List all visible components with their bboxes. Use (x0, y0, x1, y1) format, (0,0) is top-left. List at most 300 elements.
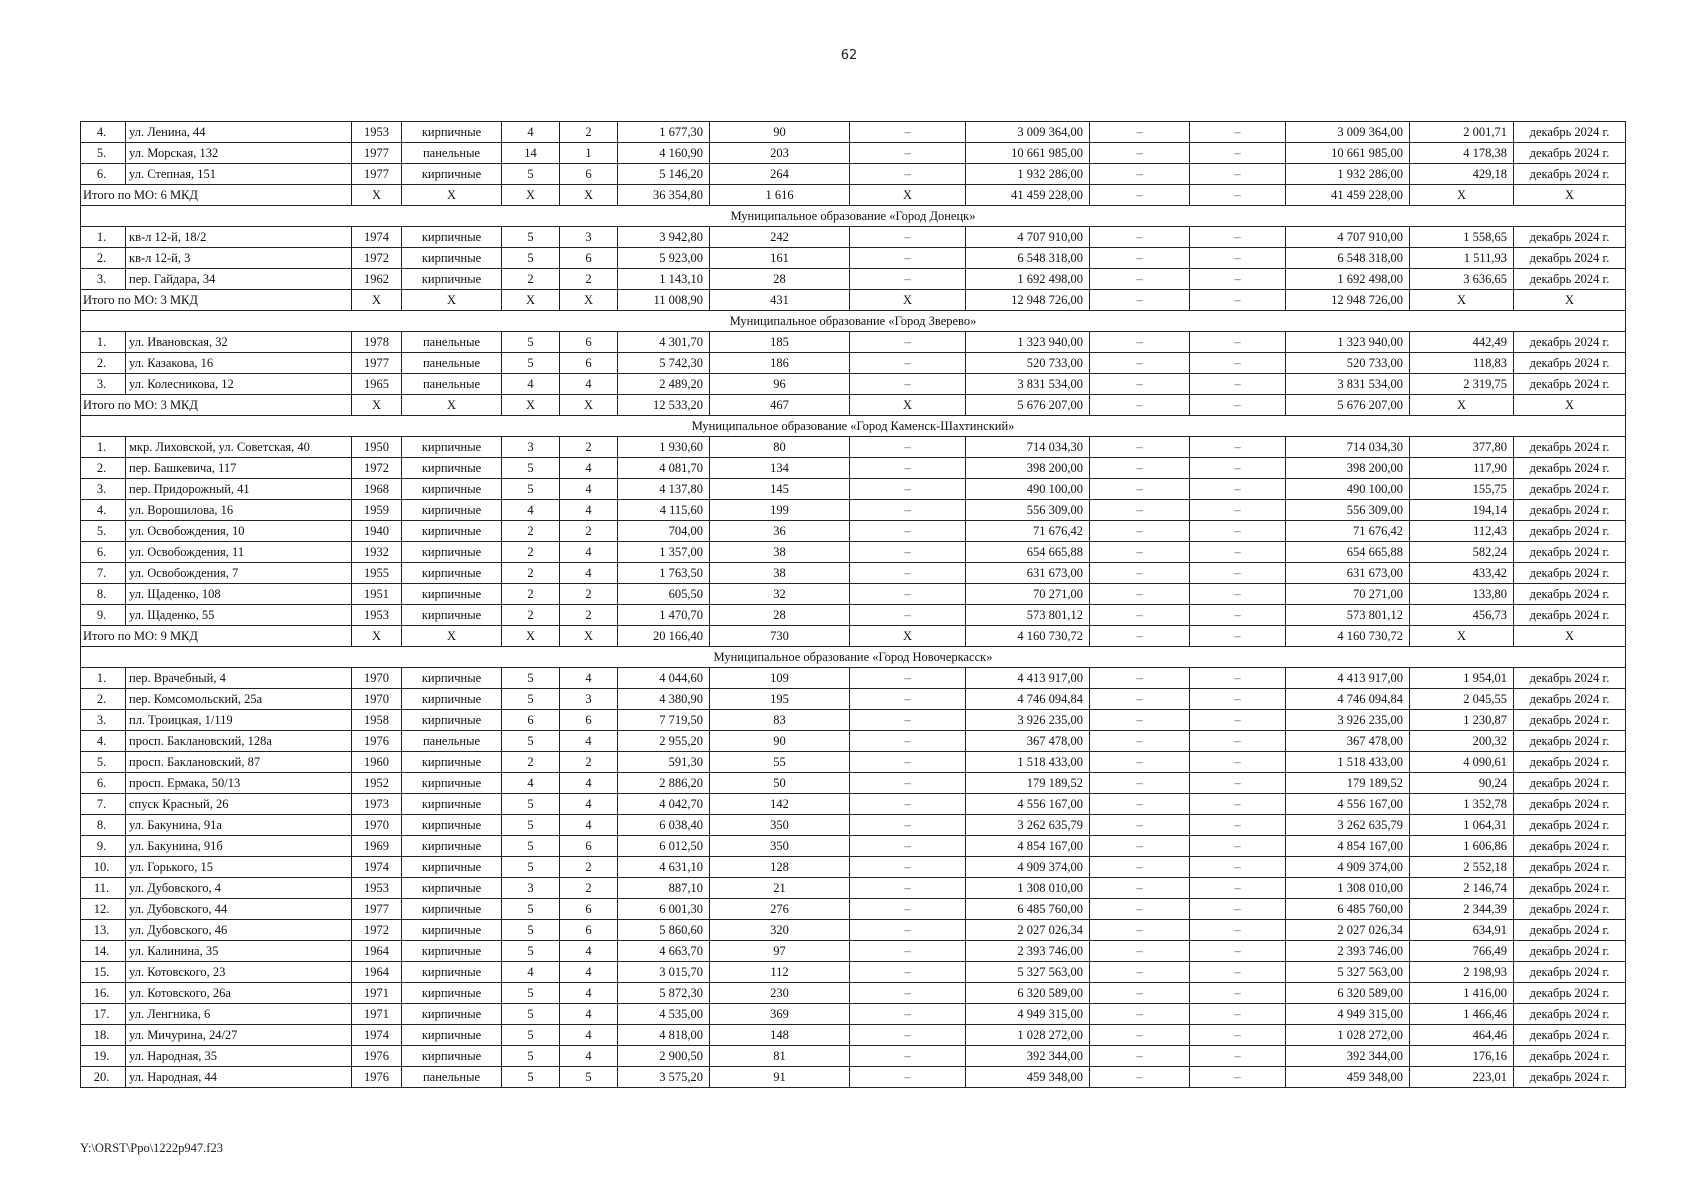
table-cell: 490 100,00 (1286, 479, 1410, 500)
table-cell: – (850, 1004, 966, 1025)
table-cell: 1 308 010,00 (966, 878, 1090, 899)
table-cell: 1972 (352, 920, 402, 941)
table-cell: 4 (560, 983, 618, 1004)
total-label: Итого по МО: 9 МКД (81, 626, 352, 647)
table-cell: – (850, 353, 966, 374)
total-cell: Х (402, 626, 502, 647)
total-cell: – (1090, 626, 1190, 647)
table-cell: 429,18 (1410, 164, 1514, 185)
table-cell: – (1090, 500, 1190, 521)
table-cell: – (850, 794, 966, 815)
table-cell: 4 535,00 (618, 1004, 710, 1025)
table-cell: 1976 (352, 731, 402, 752)
table-cell: 2 (502, 269, 560, 290)
table-cell: 2 027 026,34 (1286, 920, 1410, 941)
table-cell: – (1190, 143, 1286, 164)
table-cell: – (850, 437, 966, 458)
table-cell: ул. Ленгника, 6 (126, 1004, 352, 1025)
table-row (81, 689, 1626, 710)
table-cell: 5 (502, 920, 560, 941)
table-cell: 2 (560, 521, 618, 542)
table-cell: – (1090, 857, 1190, 878)
table-cell: – (850, 983, 966, 1004)
table-cell: 2 (502, 521, 560, 542)
total-cell: 4 160 730,72 (1286, 626, 1410, 647)
table-cell: панельные (402, 731, 502, 752)
table-cell: 2 (502, 542, 560, 563)
table-cell: – (1190, 752, 1286, 773)
table-cell: 185 (710, 332, 850, 353)
table-cell: декабрь 2024 г. (1514, 437, 1626, 458)
table-cell: 6 (560, 836, 618, 857)
table-cell: – (850, 836, 966, 857)
table-cell: 3 009 364,00 (966, 122, 1090, 143)
table-cell: кирпичные (402, 668, 502, 689)
municipality-total-row (81, 395, 1626, 416)
table-row (81, 857, 1626, 878)
table-cell: 10 661 985,00 (1286, 143, 1410, 164)
table-cell: 3 (502, 437, 560, 458)
table-cell: 1973 (352, 794, 402, 815)
table-cell: 3 926 235,00 (966, 710, 1090, 731)
table-cell: 2 393 746,00 (966, 941, 1090, 962)
table-cell: – (1190, 815, 1286, 836)
table-cell: 19. (81, 1046, 126, 1067)
table-cell: 70 271,00 (966, 584, 1090, 605)
table-cell: 714 034,30 (966, 437, 1090, 458)
table-cell: 459 348,00 (966, 1067, 1090, 1088)
table-cell: 490 100,00 (966, 479, 1090, 500)
table-cell: 4 380,90 (618, 689, 710, 710)
table-cell: 4 746 094,84 (1286, 689, 1410, 710)
table-cell: 1972 (352, 458, 402, 479)
table-cell: кирпичные (402, 563, 502, 584)
table-cell: 369 (710, 1004, 850, 1025)
table-cell: 556 309,00 (966, 500, 1090, 521)
total-cell: Х (1514, 290, 1626, 311)
table-cell: 1964 (352, 941, 402, 962)
table-cell: – (1090, 710, 1190, 731)
table-cell: панельные (402, 374, 502, 395)
table-cell: кирпичные (402, 689, 502, 710)
table-cell: 887,10 (618, 878, 710, 899)
page-number: 62 (840, 48, 858, 63)
table-cell: 134 (710, 458, 850, 479)
table-cell: 398 200,00 (1286, 458, 1410, 479)
table-cell: 50 (710, 773, 850, 794)
table-cell: 5 923,00 (618, 248, 710, 269)
total-cell: Х (560, 185, 618, 206)
table-cell: кирпичные (402, 584, 502, 605)
table-cell: 2 955,20 (618, 731, 710, 752)
table-cell: 5 (502, 836, 560, 857)
table-cell: кирпичные (402, 521, 502, 542)
table-cell: 6 (560, 920, 618, 941)
total-label: Итого по МО: 3 МКД (81, 290, 352, 311)
table-cell: 1 692 498,00 (966, 269, 1090, 290)
table-cell: 1. (81, 668, 126, 689)
table-cell: кирпичные (402, 1025, 502, 1046)
table-cell: 631 673,00 (966, 563, 1090, 584)
table-cell: 1. (81, 227, 126, 248)
table-cell: декабрь 2024 г. (1514, 458, 1626, 479)
table-cell: просп. Баклановский, 87 (126, 752, 352, 773)
table-cell: 1 064,31 (1410, 815, 1514, 836)
table-cell: 3. (81, 479, 126, 500)
table-cell: кирпичные (402, 815, 502, 836)
table-cell: пер. Комсомольский, 25а (126, 689, 352, 710)
table-cell: 4 (560, 941, 618, 962)
table-cell: 377,80 (1410, 437, 1514, 458)
table-cell: 4 746 094,84 (966, 689, 1090, 710)
total-cell: Х (850, 626, 966, 647)
total-label: Итого по МО: 3 МКД (81, 395, 352, 416)
table-cell: пер. Придорожный, 41 (126, 479, 352, 500)
municipality-total-row (81, 626, 1626, 647)
table-cell: – (850, 752, 966, 773)
table-cell: 2. (81, 458, 126, 479)
table-cell: 3 831 534,00 (966, 374, 1090, 395)
table-cell: кирпичные (402, 899, 502, 920)
table-cell: 1955 (352, 563, 402, 584)
total-cell: Х (560, 626, 618, 647)
table-cell: 2 001,71 (1410, 122, 1514, 143)
municipality-header-row (81, 647, 1626, 668)
table-cell: – (850, 815, 966, 836)
table-cell: 4 854 167,00 (966, 836, 1090, 857)
table-cell: кирпичные (402, 962, 502, 983)
table-cell: ул. Дубовского, 46 (126, 920, 352, 941)
table-row (81, 815, 1626, 836)
table-cell: 199 (710, 500, 850, 521)
table-cell: 1932 (352, 542, 402, 563)
table-cell: декабрь 2024 г. (1514, 920, 1626, 941)
table-cell: – (850, 542, 966, 563)
table-cell: 2 886,20 (618, 773, 710, 794)
total-cell: 1 616 (710, 185, 850, 206)
table-cell: 1950 (352, 437, 402, 458)
table-cell: – (1190, 731, 1286, 752)
table-cell: 4 301,70 (618, 332, 710, 353)
table-cell: 5 327 563,00 (1286, 962, 1410, 983)
table-cell: декабрь 2024 г. (1514, 269, 1626, 290)
table-cell: – (1090, 1004, 1190, 1025)
table-cell: – (1090, 521, 1190, 542)
table-cell: 4 (560, 731, 618, 752)
table-cell: 1953 (352, 122, 402, 143)
table-cell: 4 042,70 (618, 794, 710, 815)
table-cell: 4 (560, 458, 618, 479)
table-cell: 142 (710, 794, 850, 815)
table-cell: 5 (502, 1046, 560, 1067)
table-cell: – (1190, 269, 1286, 290)
table-cell: – (1190, 122, 1286, 143)
table-cell: 8. (81, 584, 126, 605)
total-cell: Х (850, 185, 966, 206)
table-cell: 5 (502, 668, 560, 689)
table-row (81, 983, 1626, 1004)
table-cell: 1970 (352, 815, 402, 836)
table-cell: 1977 (352, 143, 402, 164)
table-cell: 367 478,00 (966, 731, 1090, 752)
table-cell: 5 (502, 689, 560, 710)
table-cell: 4 115,60 (618, 500, 710, 521)
total-cell: 36 354,80 (618, 185, 710, 206)
table-cell: 109 (710, 668, 850, 689)
table-cell: – (1090, 479, 1190, 500)
table-cell: 186 (710, 353, 850, 374)
table-cell: мкр. Лиховской, ул. Советская, 40 (126, 437, 352, 458)
table-cell: декабрь 2024 г. (1514, 1067, 1626, 1088)
table-cell: 90 (710, 731, 850, 752)
municipality-total-row (81, 185, 1626, 206)
table-cell: 5. (81, 521, 126, 542)
table-cell: 1940 (352, 521, 402, 542)
table-cell: декабрь 2024 г. (1514, 668, 1626, 689)
table-cell: – (850, 374, 966, 395)
table-cell: просп. Ермака, 50/13 (126, 773, 352, 794)
table-cell: ул. Горького, 15 (126, 857, 352, 878)
table-cell: 5 (502, 227, 560, 248)
table-row (81, 500, 1626, 521)
table-row (81, 143, 1626, 164)
table-cell: 2 489,20 (618, 374, 710, 395)
table-cell: 4 413 917,00 (966, 668, 1090, 689)
table-cell: панельные (402, 332, 502, 353)
table-cell: ул. Щаденко, 108 (126, 584, 352, 605)
table-cell: 5 (502, 983, 560, 1004)
table-cell: 1953 (352, 878, 402, 899)
table-cell: пер. Башкевича, 117 (126, 458, 352, 479)
table-cell: – (850, 1025, 966, 1046)
table-cell: ул. Народная, 35 (126, 1046, 352, 1067)
table-cell: 2 027 026,34 (966, 920, 1090, 941)
table-cell: – (850, 857, 966, 878)
table-row (81, 878, 1626, 899)
table-cell: – (1190, 563, 1286, 584)
table-cell: 4 (560, 668, 618, 689)
table-row (81, 563, 1626, 584)
table-cell: ул. Ленина, 44 (126, 122, 352, 143)
total-cell: – (1190, 290, 1286, 311)
table-cell: – (850, 479, 966, 500)
table-cell: – (850, 164, 966, 185)
table-cell: 4 (560, 1046, 618, 1067)
table-cell: 4 044,60 (618, 668, 710, 689)
table-cell: – (1190, 542, 1286, 563)
table-cell: 605,50 (618, 584, 710, 605)
table-cell: кирпичные (402, 500, 502, 521)
table-cell: 654 665,88 (1286, 542, 1410, 563)
table-cell: – (1090, 878, 1190, 899)
table-cell: декабрь 2024 г. (1514, 815, 1626, 836)
table-cell: 70 271,00 (1286, 584, 1410, 605)
total-cell: Х (402, 395, 502, 416)
table-cell: 5 (502, 941, 560, 962)
table-cell: – (1190, 605, 1286, 626)
table-cell: 2. (81, 689, 126, 710)
table-cell: 71 676,42 (1286, 521, 1410, 542)
municipality-header-row (81, 311, 1626, 332)
table-cell: 3 (560, 227, 618, 248)
table-cell: 161 (710, 248, 850, 269)
table-cell: декабрь 2024 г. (1514, 332, 1626, 353)
total-cell: Х (560, 290, 618, 311)
table-cell: 7. (81, 794, 126, 815)
municipality-title: Муниципальное образование «Город Каменск-Шахтинский» (81, 416, 1626, 437)
table-cell: 2 (560, 122, 618, 143)
file-path-footer: Y:\ORST\Ppo\1222p947.f23 (80, 1141, 223, 1155)
table-cell: – (1090, 353, 1190, 374)
table-cell: 4 631,10 (618, 857, 710, 878)
table-cell: 4 (560, 962, 618, 983)
table-cell: – (1090, 836, 1190, 857)
table-cell: 631 673,00 (1286, 563, 1410, 584)
table-cell: 5 (502, 1004, 560, 1025)
table-row (81, 458, 1626, 479)
table-cell: 1964 (352, 962, 402, 983)
table-cell: панельные (402, 143, 502, 164)
table-cell: 1 028 272,00 (966, 1025, 1090, 1046)
table-cell: кирпичные (402, 836, 502, 857)
table-cell: – (850, 689, 966, 710)
table-cell: 21 (710, 878, 850, 899)
table-cell: 83 (710, 710, 850, 731)
table-cell: 96 (710, 374, 850, 395)
table-cell: 1 323 940,00 (966, 332, 1090, 353)
table-cell: 28 (710, 605, 850, 626)
table-cell: 1 558,65 (1410, 227, 1514, 248)
table-cell: – (1090, 941, 1190, 962)
table-cell: 6 (560, 353, 618, 374)
table-row (81, 122, 1626, 143)
table-cell: 1 518 433,00 (966, 752, 1090, 773)
table-cell: 4 (560, 500, 618, 521)
table-cell: – (850, 941, 966, 962)
table-cell: 6 (502, 710, 560, 731)
table-cell: ул. Колесникова, 12 (126, 374, 352, 395)
table-cell: – (1190, 248, 1286, 269)
total-cell: Х (1410, 185, 1514, 206)
table-cell: 5 (502, 899, 560, 920)
table-cell: 4 (502, 122, 560, 143)
table-cell: ул. Калинина, 35 (126, 941, 352, 962)
table-cell: 4 909 374,00 (966, 857, 1090, 878)
total-cell: 12 533,20 (618, 395, 710, 416)
table-cell: 5 860,60 (618, 920, 710, 941)
table-cell: – (1090, 332, 1190, 353)
table-cell: 3 (560, 689, 618, 710)
table-row (81, 269, 1626, 290)
table-cell: кирпичные (402, 878, 502, 899)
table-cell: декабрь 2024 г. (1514, 962, 1626, 983)
table-cell: декабрь 2024 г. (1514, 584, 1626, 605)
table-cell: – (850, 668, 966, 689)
table-cell: 1 930,60 (618, 437, 710, 458)
table-cell: 1971 (352, 983, 402, 1004)
table-cell: – (850, 332, 966, 353)
table-cell: 117,90 (1410, 458, 1514, 479)
table-row (81, 374, 1626, 395)
total-cell: Х (352, 626, 402, 647)
table-cell: кирпичные (402, 269, 502, 290)
table-cell: – (850, 920, 966, 941)
table-cell: 1 954,01 (1410, 668, 1514, 689)
table-cell: 4 (560, 794, 618, 815)
table-cell: 1 677,30 (618, 122, 710, 143)
total-cell: Х (850, 290, 966, 311)
table-cell: кирпичные (402, 794, 502, 815)
table-cell: 81 (710, 1046, 850, 1067)
table-row (81, 437, 1626, 458)
table-cell: 582,24 (1410, 542, 1514, 563)
table-cell: 17. (81, 1004, 126, 1025)
table-cell: 5. (81, 143, 126, 164)
table-cell: декабрь 2024 г. (1514, 878, 1626, 899)
table-cell: – (1090, 752, 1190, 773)
table-cell: пл. Троицкая, 1/119 (126, 710, 352, 731)
table-cell: 1976 (352, 1067, 402, 1088)
table-cell: 6. (81, 773, 126, 794)
total-cell: 12 948 726,00 (966, 290, 1090, 311)
total-cell: Х (1410, 626, 1514, 647)
table-cell: пер. Гайдара, 34 (126, 269, 352, 290)
table-cell: – (850, 962, 966, 983)
table-cell: декабрь 2024 г. (1514, 122, 1626, 143)
table-cell: 179 189,52 (966, 773, 1090, 794)
table-cell: 6 038,40 (618, 815, 710, 836)
table-cell: 176,16 (1410, 1046, 1514, 1067)
table-cell: 3 009 364,00 (1286, 122, 1410, 143)
table-cell: 3 942,80 (618, 227, 710, 248)
table-cell: 1 143,10 (618, 269, 710, 290)
table-cell: 11. (81, 878, 126, 899)
table-cell: 1974 (352, 227, 402, 248)
table-cell: 5 (502, 731, 560, 752)
table-cell: 714 034,30 (1286, 437, 1410, 458)
table-cell: 367 478,00 (1286, 731, 1410, 752)
table-cell: 5 (502, 164, 560, 185)
table-cell: – (1090, 164, 1190, 185)
total-cell: Х (560, 395, 618, 416)
table-cell: – (850, 458, 966, 479)
total-cell: Х (502, 395, 560, 416)
table-cell: – (1190, 983, 1286, 1004)
table-cell: – (1190, 332, 1286, 353)
table-cell: 442,49 (1410, 332, 1514, 353)
table-cell: – (1190, 857, 1286, 878)
table-cell: кирпичные (402, 437, 502, 458)
table-cell: кирпичные (402, 248, 502, 269)
table-cell: 71 676,42 (966, 521, 1090, 542)
table-cell: 3 831 534,00 (1286, 374, 1410, 395)
table-cell: декабрь 2024 г. (1514, 794, 1626, 815)
table-cell: 148 (710, 1025, 850, 1046)
total-cell: 730 (710, 626, 850, 647)
table-cell: – (850, 1067, 966, 1088)
table-cell: 6 (560, 248, 618, 269)
table-cell: 4 (560, 773, 618, 794)
table-cell: 5 872,30 (618, 983, 710, 1004)
table-cell: 5 (502, 479, 560, 500)
table-cell: 14 (502, 143, 560, 164)
table-cell: декабрь 2024 г. (1514, 752, 1626, 773)
table-row (81, 731, 1626, 752)
table-cell: – (850, 227, 966, 248)
table-cell: – (850, 605, 966, 626)
table-row (81, 542, 1626, 563)
table-cell: – (1190, 584, 1286, 605)
